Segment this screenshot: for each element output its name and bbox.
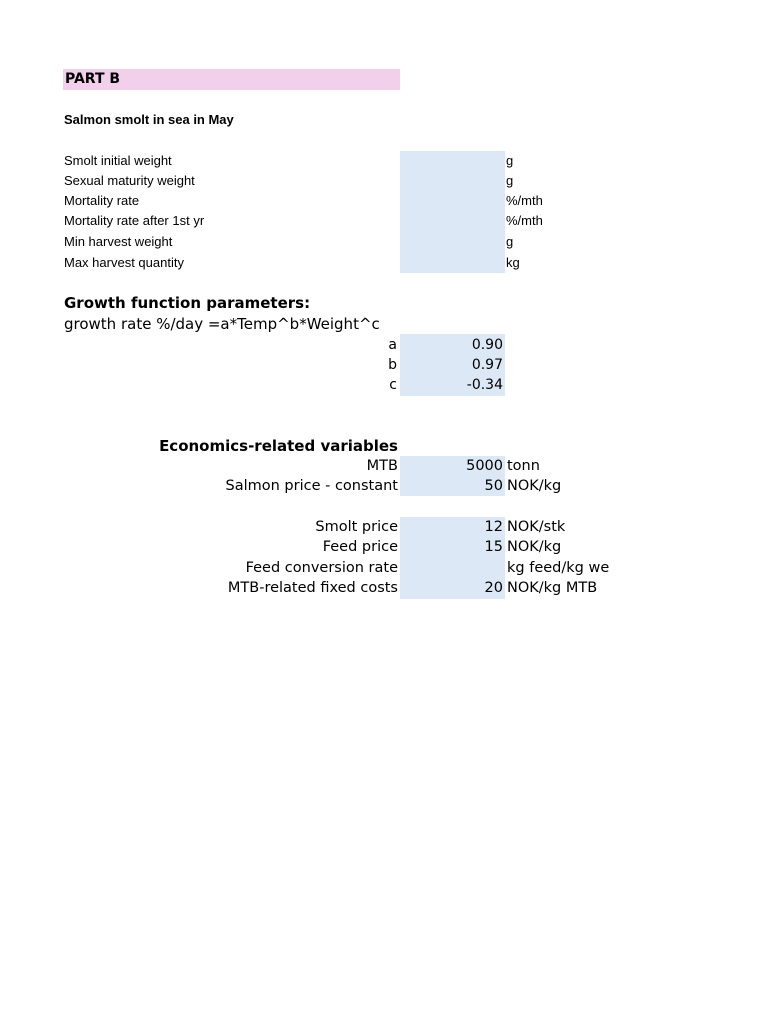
economics-unit-feed-price: NOK/kg [507, 539, 562, 555]
param-input-smolt-initial-weight[interactable] [400, 151, 505, 171]
economics-unit-salmon-price: NOK/kg [507, 478, 562, 494]
param-unit-smolt-initial-weight: g [506, 153, 514, 168]
param-label-sexual-maturity-weight: Sexual maturity weight [64, 173, 195, 188]
param-unit-mortality-rate-after-1st-yr: %/mth [506, 213, 543, 228]
economics-unit-mtb: tonn [507, 458, 540, 474]
coefficient-input-b[interactable]: 0.97 [471, 357, 503, 373]
economics-unit-smolt-price: NOK/stk [507, 519, 566, 535]
economics-input-mtb-fixed-costs[interactable]: 20 [484, 580, 503, 596]
economics-unit-mtb-fixed-costs: NOK/kg MTB [507, 580, 598, 596]
economics-label-feed-conversion-rate: Feed conversion rate [245, 560, 398, 576]
section-title: Salmon smolt in sea in May [64, 112, 234, 127]
coefficient-label-a: a [388, 337, 397, 353]
part-title: PART B [65, 71, 121, 87]
growth-title: Growth function parameters: [64, 294, 311, 312]
economics-label-feed-price: Feed price [322, 539, 398, 555]
economics-label-mtb: MTB [366, 458, 398, 474]
param-label-mortality-rate: Mortality rate [64, 193, 140, 208]
param-input-mortality-rate-after-1st-yr[interactable] [400, 211, 505, 231]
coefficient-input-c[interactable]: -0.34 [466, 377, 503, 393]
economics-input-salmon-price[interactable]: 50 [484, 478, 503, 494]
param-label-max-harvest-quantity: Max harvest quantity [64, 255, 184, 270]
param-input-min-harvest-weight[interactable] [400, 232, 505, 252]
economics-label-smolt-price: Smolt price [315, 519, 398, 535]
growth-formula: growth rate %/day =a*Temp^b*Weight^c [64, 315, 380, 333]
economics-label-mtb-fixed-costs: MTB-related fixed costs [227, 580, 398, 596]
economics-label-salmon-price: Salmon price - constant [225, 478, 398, 494]
param-unit-min-harvest-weight: g [506, 234, 514, 249]
coefficient-input-a[interactable]: 0.90 [471, 337, 503, 353]
param-label-mortality-rate-after-1st-yr: Mortality rate after 1st yr [64, 213, 205, 228]
economics-title: Economics-related variables [159, 437, 398, 455]
param-input-mortality-rate[interactable] [400, 191, 505, 211]
param-label-smolt-initial-weight: Smolt initial weight [64, 153, 172, 168]
param-input-sexual-maturity-weight[interactable] [400, 171, 505, 191]
param-unit-max-harvest-quantity: kg [506, 255, 520, 270]
param-label-min-harvest-weight: Min harvest weight [64, 234, 173, 249]
coefficient-label-b: b [388, 357, 397, 373]
economics-unit-feed-conversion-rate: kg feed/kg we [507, 560, 610, 576]
param-unit-mortality-rate: %/mth [506, 193, 543, 208]
coefficient-label-c: c [389, 377, 397, 393]
economics-input-feed-price[interactable]: 15 [484, 539, 503, 555]
economics-input-smolt-price[interactable]: 12 [484, 519, 503, 535]
param-input-max-harvest-quantity[interactable] [400, 253, 505, 273]
param-unit-sexual-maturity-weight: g [506, 173, 514, 188]
economics-input-mtb[interactable]: 5000 [466, 458, 503, 474]
